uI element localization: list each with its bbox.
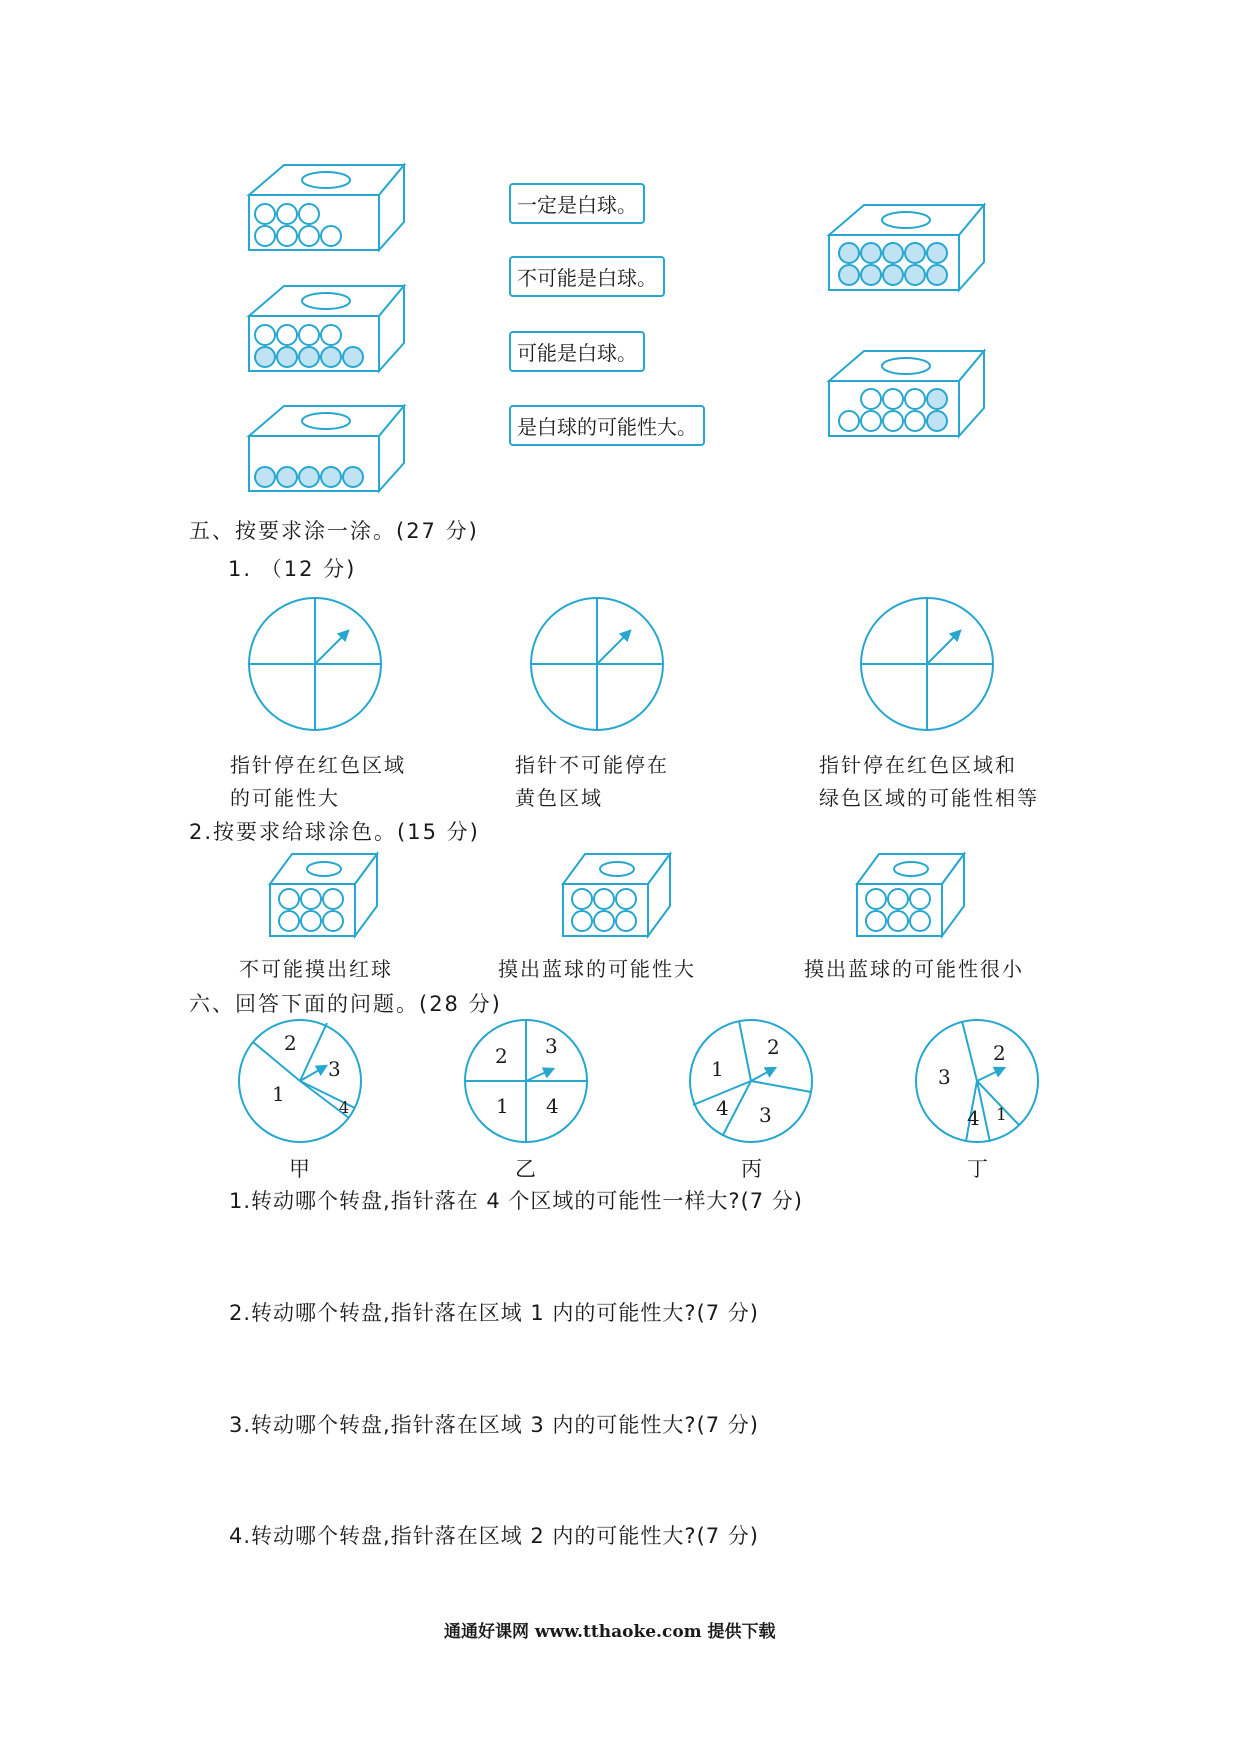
spinner1-caption-line2: 的可能性大: [230, 786, 340, 810]
spinner-jia: [239, 1020, 361, 1142]
spinner3-caption-line2: 绿色区域的可能性相等: [819, 786, 1039, 810]
spinner-bing-name: 丙: [741, 1157, 762, 1181]
match-label-3: 可能是白球。: [509, 331, 645, 372]
ball-box-2: [249, 286, 404, 371]
match-label-1: 一定是白球。: [509, 183, 645, 224]
color-spinner-3: [861, 598, 993, 730]
color-box-1: [270, 854, 377, 936]
ding-region-1: 1: [996, 1105, 1007, 1125]
yi-region-3: 3: [545, 1034, 558, 1058]
section6-title: 六、回答下面的问题。(28 分): [189, 992, 502, 1016]
spinner1-caption-line1: 指针停在红色区域: [230, 753, 406, 777]
yi-region-4: 4: [546, 1094, 559, 1118]
ding-region-4: 4: [967, 1106, 980, 1130]
question-3: 3.转动哪个转盘,指针落在区域 3 内的可能性大?(7 分): [229, 1413, 759, 1437]
color-box-3: [857, 854, 964, 936]
spinner-region-labels: [272, 1031, 1007, 1130]
yi-region-2: 2: [495, 1044, 508, 1068]
question-4: 4.转动哪个转盘,指针落在区域 2 内的可能性大?(7 分): [229, 1524, 759, 1548]
question-2: 2.转动哪个转盘,指针落在区域 1 内的可能性大?(7 分): [229, 1301, 759, 1325]
bing-region-1: 1: [711, 1057, 724, 1081]
yi-region-1: 1: [496, 1094, 509, 1118]
section5-q2-title: 2.按要求给球涂色。(15 分): [189, 820, 480, 844]
ball-box-3: [249, 406, 404, 491]
bing-region-3: 3: [759, 1103, 772, 1127]
color-spinner-2: [531, 598, 663, 730]
match-label-4: 是白球的可能性大。: [509, 405, 705, 446]
spinner-ding-name: 丁: [967, 1157, 988, 1181]
ball-box-4: [829, 205, 984, 290]
spinner2-caption-line1: 指针不可能停在: [515, 753, 669, 777]
box2-caption: 摸出蓝球的可能性大: [498, 957, 696, 981]
ding-region-2: 2: [993, 1041, 1006, 1065]
spinner-bing: [690, 1020, 812, 1142]
section5-title: 五、按要求涂一涂。(27 分): [189, 519, 479, 543]
box1-caption: 不可能摸出红球: [239, 957, 393, 981]
ding-region-3: 3: [938, 1065, 951, 1089]
jia-region-3: 3: [328, 1057, 341, 1081]
question-1: 1.转动哪个转盘,指针落在 4 个区域的可能性一样大?(7 分): [229, 1189, 803, 1213]
jia-region-1: 1: [272, 1082, 285, 1106]
section5-q1-title: 1. （12 分): [228, 557, 357, 581]
box3-caption: 摸出蓝球的可能性很小: [804, 957, 1024, 981]
ball-box-5: [829, 351, 984, 436]
match-label-2: 不可能是白球。: [509, 256, 665, 297]
color-box-2: [563, 854, 670, 936]
spinner3-caption-line1: 指针停在红色区域和: [819, 753, 1017, 777]
jia-region-2: 2: [284, 1031, 297, 1055]
spinner-yi: [465, 1020, 587, 1142]
spinner2-caption-line2: 黄色区域: [515, 786, 603, 810]
spinner-yi-name: 乙: [515, 1157, 536, 1181]
color-spinner-1: [249, 598, 381, 730]
bing-region-2: 2: [767, 1035, 780, 1059]
jia-region-4: 4: [339, 1098, 350, 1117]
bing-region-4: 4: [716, 1096, 729, 1120]
footer-watermark: 通通好课网 www.tthaoke.com 提供下载: [444, 1622, 776, 1642]
ball-box-1: [249, 165, 404, 250]
spinner-jia-name: 甲: [289, 1157, 310, 1181]
